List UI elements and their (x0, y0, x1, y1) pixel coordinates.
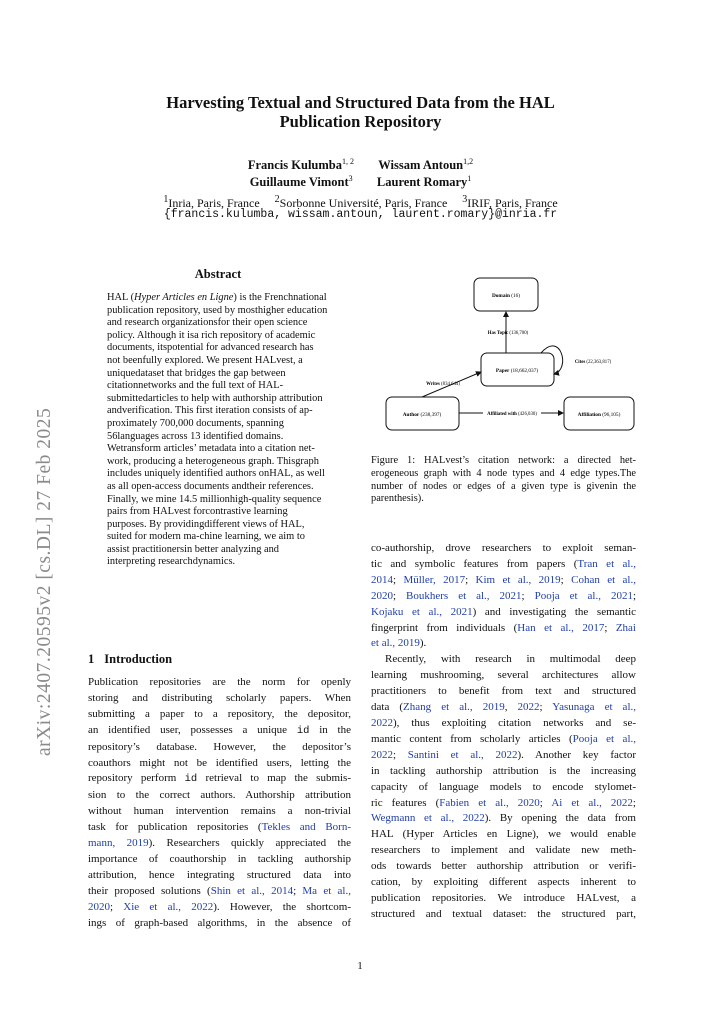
citation-link[interactable]: Pooja et al., 2021 (534, 589, 633, 602)
text-line: higher education and research organizations (107, 304, 328, 329)
author-name: Wissam Antoun (378, 158, 464, 173)
text-line: sion to the correct authors. Authorship attribution (88, 789, 351, 802)
intro-right-column (371, 541, 636, 923)
text-line: potential for advanced research has not been (107, 342, 314, 366)
citation-link[interactable]: 2014 (371, 573, 393, 586)
text-line: in better analyzing and interpreting research (107, 543, 279, 568)
intro-left-column (88, 675, 351, 932)
text-line: 2022; Santini et al., 2022). Another key factor (371, 748, 637, 761)
citation-link[interactable]: Wegmann et al., 2022 (371, 812, 485, 825)
text-line: national publication repository, used by most (107, 292, 327, 316)
citation-link[interactable]: 2022 (517, 701, 540, 714)
citation-link[interactable]: Ai et al., 2022 (551, 796, 633, 809)
affiliation-sup: 2 (274, 194, 280, 205)
writes-edge-label: Writes (834,644) (426, 382, 460, 387)
text-line: high-quality sequence pairs from HALvest for (107, 493, 322, 518)
citation-link[interactable]: Yasunaga et al., (552, 701, 636, 714)
abstract-body (107, 292, 329, 569)
affiliation-text: IRIF, Paris, France (467, 196, 558, 210)
citation-network-diagram (371, 270, 636, 440)
text-line: 2022), thus exploiting citation networks and se- (371, 716, 636, 729)
text-line: mantic content from scholarly articles (Pooja et al., (371, 732, 636, 745)
section-number: 1 (88, 652, 95, 666)
citation-link[interactable]: 2022 (371, 716, 393, 729)
text-line: 2014; Müller, 2017; Kim et al., 2019; Cohan et al., (371, 573, 636, 586)
text-line: repository perform id retrieval to map the submis- (88, 772, 351, 786)
text-line: without human intervention remains a non-trivial (88, 805, 351, 818)
text-line: 2020; Xie et al., 2022). However, the shortcom- (88, 900, 352, 913)
text-line: importance of coauthorship in tackling authorship (88, 852, 351, 865)
has-topic-edge-label: Has Topic (136,700) (487, 331, 529, 336)
text-line: different views of HAL, suited for modern ma- (107, 518, 305, 543)
section-title: Introduction (104, 652, 173, 666)
affiliation-sup: 1 (163, 194, 169, 205)
citation-link[interactable]: 2022 (371, 748, 393, 761)
text-line: ods towards better authorship attribution or verifi- (371, 860, 636, 873)
author-node-label: Author (238,397) (402, 412, 442, 418)
citation-link[interactable]: Müller, 2017 (403, 573, 466, 586)
citation-link[interactable]: Cohan et al., (571, 573, 636, 586)
text-line: storing and distributing scholarly papers. When (88, 691, 351, 704)
citation-link[interactable]: Zhai (615, 621, 636, 634)
text-line: mann, 2019). Researchers quickly appreciated the (88, 837, 351, 850)
author-name: Laurent Romary (376, 175, 468, 190)
text-line: in tackling authorship attribution is the increasing (371, 764, 636, 777)
cites-edge-label: Cites (22,363,817) (574, 360, 612, 365)
text-line: ric features (Fabien et al., 2020; Ai et al., 2022; (371, 796, 636, 809)
citation-link[interactable]: Xie et al., 2022 (123, 900, 214, 913)
abstract-heading: Abstract (194, 267, 242, 281)
affiliation-node-label: Affiliation (96,105) (577, 412, 621, 418)
text-line: transform articles’ metadata into a citation net- (120, 443, 315, 455)
title-line-1: Harvesting Textual and Structured Data from the HAL (166, 93, 555, 112)
text-line: for their open science policy. Although it is (107, 317, 308, 341)
text-line: practitioners to benefit from text and structured (371, 685, 636, 698)
paper-title (100, 93, 621, 131)
citation-link[interactable]: mann, 2019 (88, 837, 149, 850)
text-line: attribution, hence integrating structured data into (88, 868, 351, 881)
affiliation-sup: 3 (462, 194, 468, 205)
text-line: graph includes uniquely identified authors on (107, 455, 319, 480)
domain-node-label: Domain (16) (491, 293, 521, 299)
text-line: learning mushrooming, several architectures allow (371, 669, 636, 682)
citation-link[interactable]: Pooja et al., (572, 732, 636, 745)
text-line: networks and the full text of HAL-submitted (107, 380, 284, 404)
citation-link[interactable]: Kim et al., 2019 (475, 573, 561, 586)
text-line: Kojaku et al., 2021) and investigating the semantic (371, 605, 637, 618)
text-line: tic and symbolic features from papers (Tran et al., (371, 557, 636, 570)
text-line: et al., 2019). (371, 637, 427, 650)
code-term: id (184, 773, 198, 786)
author-sup: 1,2 (463, 157, 474, 166)
author-sup: 1, 2 (342, 157, 354, 166)
text-line: proximately 700,000 documents, spanning 56 (107, 417, 284, 442)
text-line: in the parenthesis). (371, 480, 637, 505)
text-line: Figure 1: HALvest’s citation network: a directed het- (371, 455, 636, 466)
text-line: Publication repositories are the norm for openly (88, 676, 351, 688)
citation-link[interactable]: Zhang et al., 2019 (403, 701, 505, 714)
paragraph (371, 652, 636, 922)
text-line: 2020; Boukhers et al., 2021; Pooja et al., 2021; (371, 589, 637, 602)
text-line: coauthors might not be identified users, letting the (88, 756, 351, 769)
citation-link[interactable]: Santini et al., 2022 (407, 748, 518, 761)
author-sup: 3 (348, 174, 353, 183)
text-line: erogeneous graph with 4 node types and 4 edge types. (371, 467, 620, 479)
text-line: HAL (Hyper Articles en Ligne), we would enable (371, 828, 636, 841)
text-line: dataset that bridges the gap between citation (107, 367, 286, 392)
text-line: their references. Finally, we mine 14.5 million (107, 480, 314, 505)
text-line: cation, by exploiting different aspects inherent to (371, 876, 636, 889)
text-line: data (Zhang et al., 2019, 2022; Yasunaga et al., (371, 701, 636, 714)
text-line: their proposed solutions (Shin et al., 2014; Ma et al., (88, 884, 351, 897)
text-line: publication repositories. We introduce HALvest, a (371, 891, 636, 904)
text-line: submitting a paper to a repository, the depositor, (88, 707, 351, 720)
arxiv-stamp (8, 316, 55, 756)
figure-1 (371, 270, 636, 440)
text-line: The number of nodes or edges of a given type is given (371, 467, 636, 492)
text-line: Wegmann et al., 2022). By opening the data from (371, 812, 636, 825)
text-line: co-authorship, drove researchers to exploit seman- (371, 542, 636, 554)
affiliation-text: Inria, Paris, France (168, 196, 260, 210)
text-line: a rich repository of academic documents, its (107, 329, 316, 354)
author-sup: 1 (467, 174, 472, 183)
text-line: fully explored. We present HALvest, a unique (107, 354, 303, 379)
text-line: chine learning, we aim to assist practitioners (107, 531, 305, 555)
text-line: HAL (Hyper Articles en Ligne) is the French (107, 292, 294, 303)
citation-link[interactable]: et al., 2019 (371, 637, 420, 650)
affiliated-with-edge-label: Affiliated with (426,030) (487, 412, 537, 417)
authors-row-2 (60, 171, 661, 190)
citation-link[interactable]: Fabien et al., 2020 (439, 796, 540, 809)
code-term: id (296, 724, 310, 737)
title-line-2: Publication Repository (279, 112, 442, 131)
text-line: task for publication repositories (Tekles and Born- (88, 821, 351, 834)
citation-link[interactable]: Kojaku et al., 2021 (371, 605, 473, 618)
text-line: verification. This first iteration consists of ap- (122, 405, 313, 417)
citation-link[interactable]: Shin et al., 2014 (210, 884, 294, 897)
citation-link[interactable]: Tran et al., (577, 557, 636, 570)
citation-link[interactable]: Han et al., 2017 (517, 621, 605, 634)
text-line: HAL, as well as all open-access documents and (107, 468, 325, 492)
author-name: Francis Kulumba (247, 158, 342, 173)
text-line: Recently, with research in multimodal deep (385, 653, 636, 666)
page-number: 1 (357, 960, 363, 972)
affiliation-text: Sorbonne Université, Paris, France (279, 196, 448, 210)
citation-link[interactable]: Boukhers et al., 2021 (406, 589, 522, 602)
figure-1-caption (371, 455, 636, 506)
text-line: structured and textual dataset: the structured part, (371, 907, 636, 920)
citation-link[interactable]: Tekles and Born- (261, 821, 351, 834)
text-line: work, producing a heterogeneous graph. This (107, 455, 296, 467)
text-line: fingerprint from individuals (Han et al., 2017; Zhai (371, 621, 636, 634)
citation-link[interactable]: Ma et al., (302, 884, 351, 897)
arxiv-id: arXiv:2407.20595v2 [cs.DL] 27 Feb 2025 (34, 407, 55, 756)
text-line: an identified user, possesses a unique id in the (88, 723, 351, 737)
text-line: capacity of language models to encode stylomet- (371, 780, 636, 793)
author-name: Guillaume Vimont (249, 175, 349, 190)
citation-link[interactable]: 2020 (88, 900, 110, 913)
text-line: dynamics. (192, 556, 236, 568)
citation-link[interactable]: 2020 (371, 589, 393, 602)
section-heading (88, 652, 172, 667)
text-line: researchers to implement and validate new meth- (371, 844, 636, 857)
text-line: contrastive learning purposes. By providing (107, 506, 288, 530)
text-line: languages across 13 identified domains. We (107, 430, 284, 455)
author-emails: {francis.kulumba, wissam.antoun, laurent.romary}@inria.fr (163, 208, 558, 221)
text-line: ings of graph-based algorithms, in the absence of (88, 916, 351, 929)
text-line: articles to help with authorship attribution and (107, 392, 323, 417)
paper-node-label: Paper (18,662,037) (495, 368, 539, 374)
text-line: repository’s database. However, the depositor’s (88, 740, 351, 753)
